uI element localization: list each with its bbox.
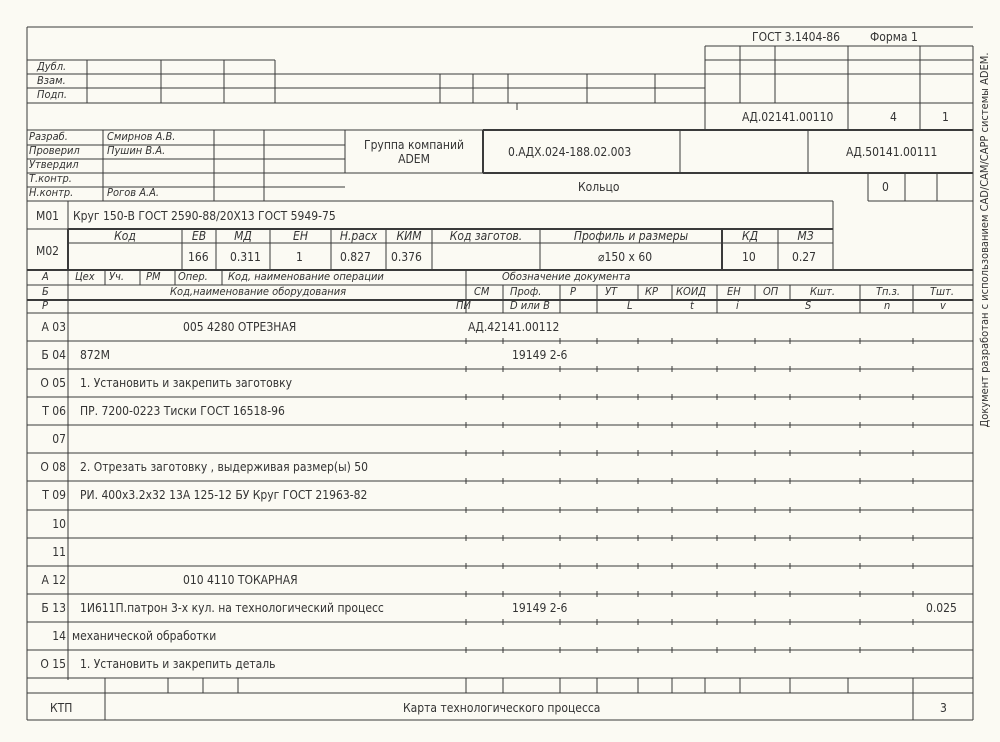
row-content[interactable]: ПР. 7200-0223 Тиски ГОСТ 16518-96 — [80, 404, 285, 418]
m02-value-mz[interactable]: 0.27 — [792, 250, 817, 264]
col-header-rm: РМ — [146, 270, 161, 283]
col-header-i: i — [736, 299, 739, 312]
col-header-oper: Опер. — [178, 270, 208, 283]
col-header-op: ОП — [763, 285, 779, 298]
row-label: 10 — [52, 517, 66, 531]
signature-role: Т.контр. — [29, 172, 72, 185]
col-header-t: t — [690, 299, 694, 312]
vzam-label: Взам. — [37, 74, 66, 87]
col-header-prof: Проф. — [510, 285, 542, 298]
row-content[interactable]: 010 4110 ТОКАРНАЯ — [183, 573, 298, 587]
m01-material[interactable]: Круг 150-В ГОСТ 2590-88/20Х13 ГОСТ 5949-75 — [73, 209, 336, 223]
signature-name[interactable]: Смирнов А.В. — [107, 130, 176, 143]
row-label: 07 — [52, 432, 66, 446]
form-label: Форма 1 — [870, 30, 918, 44]
m02-value-kd[interactable]: 10 — [742, 250, 756, 264]
podp-label: Подп. — [37, 88, 67, 101]
row-document[interactable]: 19149 2-6 — [512, 601, 568, 615]
col-header-kod-oper: Код, наименование операции — [228, 270, 384, 283]
row-label: Т 06 — [42, 404, 66, 418]
sheets-total[interactable]: 4 — [890, 110, 897, 124]
signature-role: Утвердил — [29, 158, 79, 171]
sidebar-note: Документ разработан с использованием CAD/CAM/CAPP системы ADEM. — [978, 52, 991, 428]
gost-label: ГОСТ 3.1404-86 — [752, 30, 841, 44]
col-header-v: v — [940, 299, 946, 312]
m02-header-kd: КД — [741, 229, 759, 243]
signature-role: Н.контр. — [29, 186, 74, 199]
col-header-ksht: Кшт. — [810, 285, 835, 298]
footer-ktp: КТП — [50, 701, 73, 715]
m01-label: М01 — [36, 209, 60, 223]
col-header-koid: КОИД — [676, 285, 706, 298]
col-header-uch: Уч. — [109, 270, 125, 283]
row-document[interactable]: АД.42141.00112 — [468, 320, 560, 334]
col-header-d-ili-v: D или В — [510, 299, 550, 312]
row-label: 14 — [52, 629, 66, 643]
row-content[interactable]: 1И611П.патрон 3-х кул. на технологический процесс — [80, 601, 384, 615]
row-content[interactable]: 1. Установить и закрепить заготовку — [80, 376, 293, 390]
m02-value-nrash[interactable]: 0.827 — [340, 250, 371, 264]
m02-value-kim[interactable]: 0.376 — [391, 250, 422, 264]
row-content[interactable]: 1. Установить и закрепить деталь — [80, 657, 276, 671]
col-header-en: ЕН — [727, 285, 741, 298]
detail-name[interactable]: Кольцо — [578, 180, 620, 194]
row-content[interactable]: 005 4280 ОТРЕЗНАЯ — [183, 320, 297, 334]
row-content[interactable]: механической обработки — [72, 629, 217, 643]
m02-header-kim: КИМ — [396, 229, 422, 243]
col-header-kr: КР — [645, 285, 658, 298]
col-header-a-label: А — [42, 270, 49, 283]
m02-header-en: ЕН — [293, 229, 308, 243]
m02-value-ev[interactable]: 166 — [188, 250, 209, 264]
col-header-kod-obor: Код,наименование оборудования — [170, 285, 347, 298]
signature-role: Разраб. — [29, 130, 68, 143]
col-header-b-label: Б — [42, 285, 49, 298]
col-header-r-label: Р — [42, 299, 48, 312]
m02-value-en[interactable]: 1 — [296, 250, 303, 264]
col-header-L: L — [627, 299, 633, 312]
footer-page: 3 — [940, 701, 947, 715]
col-header-oboznach: Обозначение документа — [502, 270, 631, 283]
col-header-r: Р — [570, 285, 576, 298]
row-document[interactable]: 19149 2-6 — [512, 348, 568, 362]
m02-header-mz: МЗ — [797, 229, 814, 243]
m02-label: М02 — [36, 244, 60, 258]
m02-value-md[interactable]: 0.311 — [230, 250, 261, 264]
document-code[interactable]: АД.02141.00110 — [742, 110, 834, 124]
m02-header-profile: Профиль и размеры — [573, 229, 689, 243]
m02-header-ev: ЕВ — [191, 229, 207, 243]
row-label: О 05 — [40, 376, 66, 390]
col-header-pi: ПИ — [456, 299, 471, 312]
row-label: А 03 — [41, 320, 66, 334]
doc-number[interactable]: АД.50141.00111 — [846, 145, 938, 159]
col-header-tpz: Тп.з. — [876, 285, 901, 298]
row-content[interactable]: 2. Отрезать заготовку , выдерживая размер(ы) 50 — [80, 460, 368, 474]
row-label: А 12 — [41, 573, 66, 587]
m02-header-kod: Код — [114, 229, 136, 243]
lit-field[interactable]: 0 — [882, 180, 889, 194]
footer-title: Карта технологического процесса — [403, 701, 601, 715]
row-label: О 08 — [40, 460, 66, 474]
row-value[interactable]: 0.025 — [926, 601, 957, 615]
company-name-line1: Группа компаний — [363, 138, 465, 152]
m02-value-profile[interactable]: ⌀150 x 60 — [598, 250, 653, 264]
row-label: Т 09 — [42, 488, 66, 502]
row-label: Б 13 — [41, 601, 66, 615]
signature-name[interactable]: Рогов А.А. — [107, 186, 160, 199]
col-header-S: S — [805, 299, 812, 312]
signature-role: Проверил — [29, 144, 80, 157]
col-header-ut: УТ — [605, 285, 618, 298]
col-header-tsht: Тшт. — [930, 285, 955, 298]
col-header-tseh: Цех — [75, 270, 95, 283]
row-label: 11 — [52, 545, 66, 559]
row-label: О 15 — [40, 657, 66, 671]
row-content[interactable]: 872М — [80, 348, 110, 362]
row-label: Б 04 — [41, 348, 66, 362]
m02-header-nrash: Н.расх — [339, 229, 378, 243]
m02-header-kod_zagot: Код заготов. — [449, 229, 523, 243]
col-header-sm: СМ — [474, 285, 490, 298]
m02-header-md: МД — [234, 229, 252, 243]
row-content[interactable]: РИ. 400x3.2x32 13А 125-12 БУ Круг ГОСТ 21963-82 — [80, 488, 368, 502]
company-name-line2: ADEM — [398, 152, 430, 166]
sheet-number[interactable]: 1 — [942, 110, 949, 124]
signature-name[interactable]: Пушин В.А. — [107, 144, 166, 157]
dubl-label: Дубл. — [37, 60, 67, 73]
detail-code[interactable]: 0.АДХ.024-188.02.003 — [508, 145, 632, 159]
col-header-n: n — [884, 299, 891, 312]
